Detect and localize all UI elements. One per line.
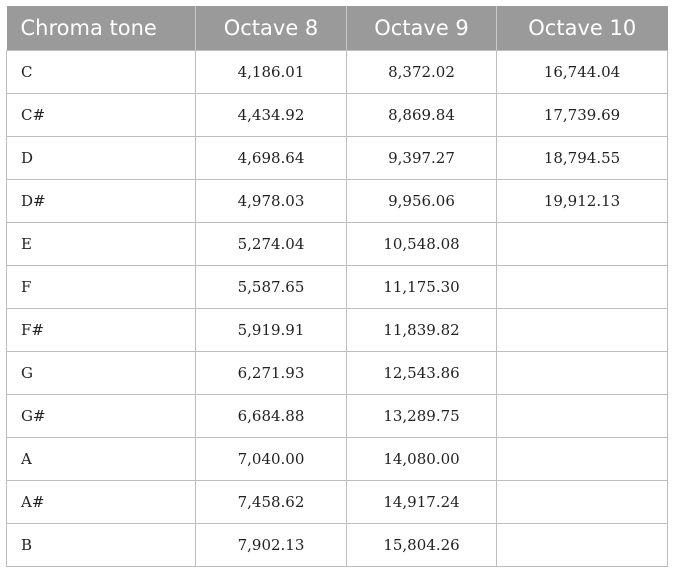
cell-octave-9: 15,804.26 [347, 524, 497, 567]
cell-tone: G# [7, 395, 196, 438]
cell-octave-10 [497, 438, 668, 481]
cell-octave-10: 18,794.55 [497, 137, 668, 180]
cell-tone: D# [7, 180, 196, 223]
table-body [7, 51, 668, 567]
cell-octave-10 [497, 223, 668, 266]
cell-octave-9: 8,869.84 [347, 94, 497, 137]
cell-octave-10 [497, 524, 668, 567]
table-row [7, 223, 668, 266]
cell-octave-9: 12,543.86 [347, 352, 497, 395]
cell-tone: A [7, 438, 196, 481]
cell-octave-10 [497, 309, 668, 352]
cell-octave-10 [497, 395, 668, 438]
cell-tone: C# [7, 94, 196, 137]
cell-octave-8: 7,458.62 [196, 481, 347, 524]
cell-octave-8: 4,434.92 [196, 94, 347, 137]
cell-tone: B [7, 524, 196, 567]
cell-octave-8: 5,587.65 [196, 266, 347, 309]
cell-octave-10: 19,912.13 [497, 180, 668, 223]
table-row [7, 481, 668, 524]
cell-octave-9: 10,548.08 [347, 223, 497, 266]
cell-octave-8: 4,186.01 [196, 51, 347, 94]
header-octave-9: Octave 9 [347, 6, 497, 51]
table-row [7, 352, 668, 395]
cell-octave-10: 17,739.69 [497, 94, 668, 137]
cell-octave-10 [497, 352, 668, 395]
table-header [7, 6, 668, 51]
cell-octave-8: 5,919.91 [196, 309, 347, 352]
cell-octave-10: 16,744.04 [497, 51, 668, 94]
cell-octave-10 [497, 266, 668, 309]
cell-tone: F# [7, 309, 196, 352]
cell-octave-9: 9,956.06 [347, 180, 497, 223]
cell-octave-9: 14,080.00 [347, 438, 497, 481]
table-row [7, 438, 668, 481]
table-row [7, 94, 668, 137]
cell-octave-8: 4,978.03 [196, 180, 347, 223]
table-row [7, 137, 668, 180]
cell-tone: A# [7, 481, 196, 524]
cell-tone: C [7, 51, 196, 94]
frequency-table [6, 6, 668, 567]
cell-tone: F [7, 266, 196, 309]
cell-octave-9: 11,839.82 [347, 309, 497, 352]
table-row [7, 524, 668, 567]
cell-octave-9: 9,397.27 [347, 137, 497, 180]
header-octave-8: Octave 8 [196, 6, 347, 51]
cell-tone: D [7, 137, 196, 180]
cell-octave-9: 13,289.75 [347, 395, 497, 438]
cell-octave-9: 11,175.30 [347, 266, 497, 309]
cell-octave-8: 7,902.13 [196, 524, 347, 567]
cell-octave-8: 6,271.93 [196, 352, 347, 395]
cell-octave-8: 4,698.64 [196, 137, 347, 180]
cell-octave-8: 7,040.00 [196, 438, 347, 481]
cell-octave-8: 6,684.88 [196, 395, 347, 438]
header-chroma-tone: Chroma tone [7, 6, 196, 51]
cell-octave-9: 8,372.02 [347, 51, 497, 94]
cell-octave-10 [497, 481, 668, 524]
cell-octave-8: 5,274.04 [196, 223, 347, 266]
table-row [7, 309, 668, 352]
header-row [7, 6, 668, 51]
table-row [7, 395, 668, 438]
table-row [7, 266, 668, 309]
cell-octave-9: 14,917.24 [347, 481, 497, 524]
cell-tone: G [7, 352, 196, 395]
cell-tone: E [7, 223, 196, 266]
table-row [7, 51, 668, 94]
table-row [7, 180, 668, 223]
header-octave-10: Octave 10 [497, 6, 668, 51]
